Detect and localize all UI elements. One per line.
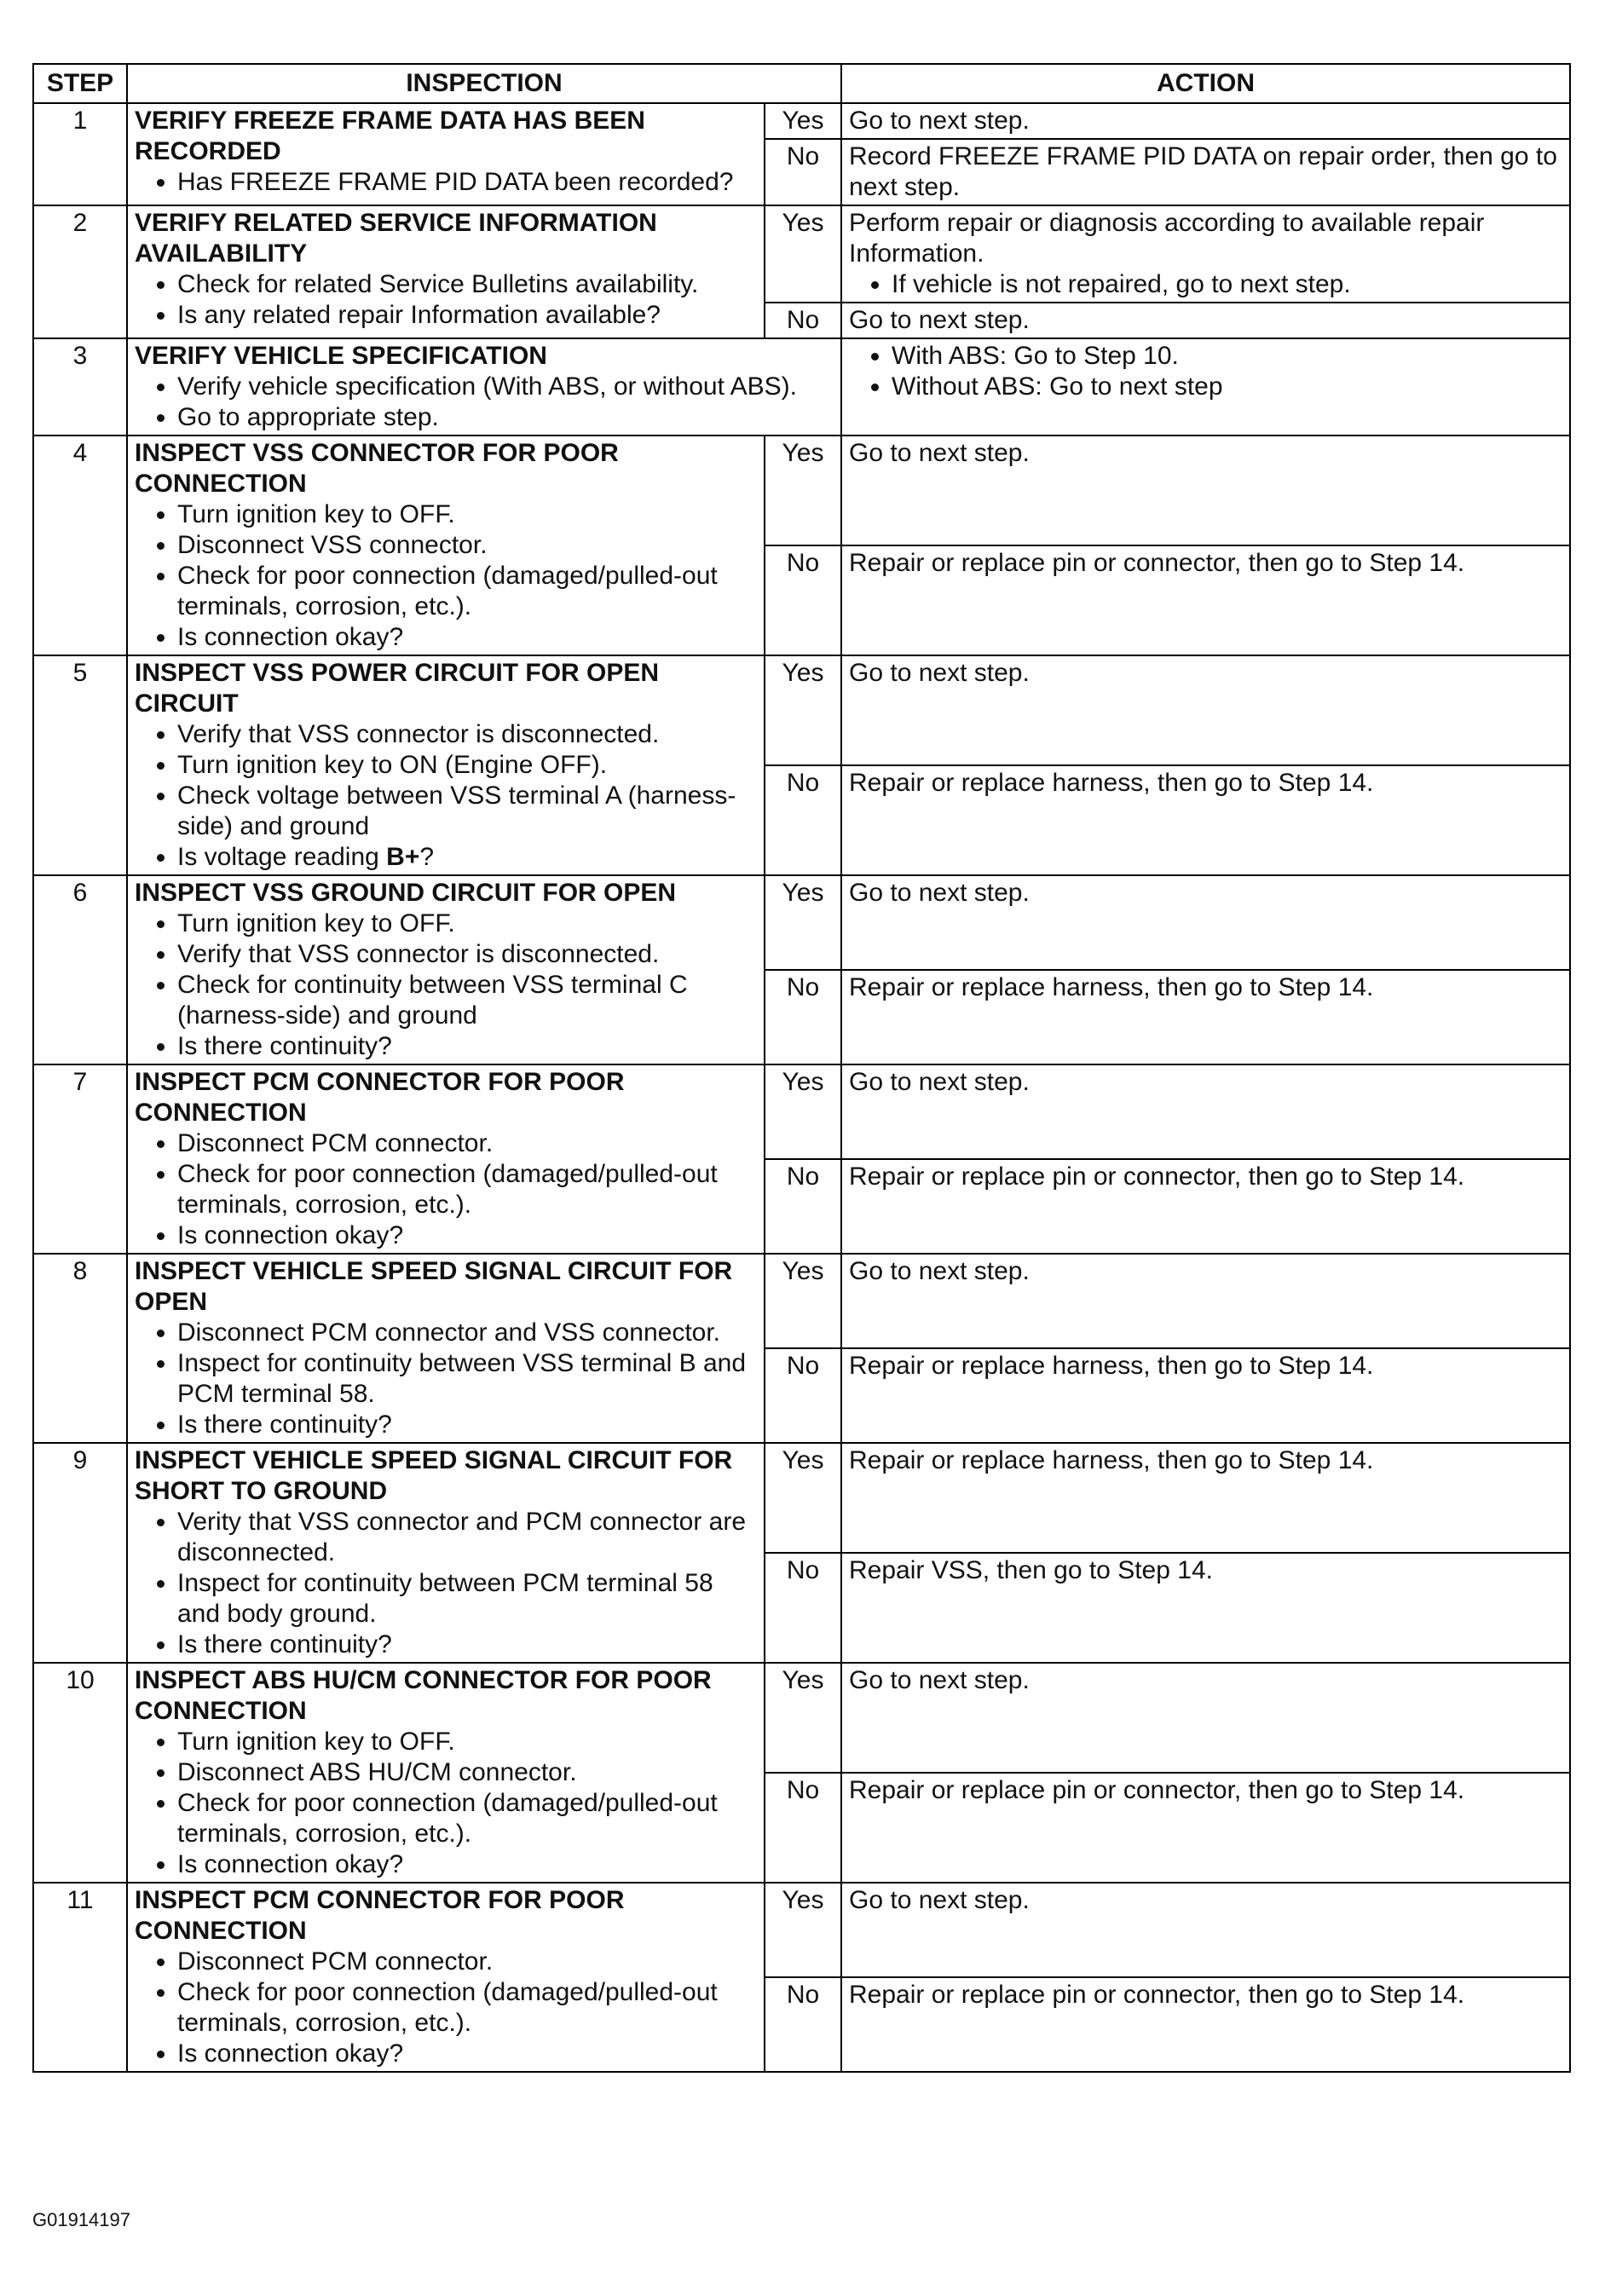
response-label: Yes	[765, 1064, 841, 1159]
inspection-bullet: • Check for poor connection (damaged/pulled-out terminals, corrosion, etc.).	[177, 1159, 757, 1220]
response-label: Yes	[765, 205, 841, 303]
inspection-bullet: • Inspect for continuity between PCM terminal 58 and body ground.	[177, 1568, 757, 1630]
action-text: Repair VSS, then go to Step 14.	[849, 1556, 1213, 1584]
action-cell	[841, 1348, 1570, 1443]
action-cell	[841, 436, 1570, 545]
response-label: No	[765, 303, 841, 338]
inspection-cell	[127, 205, 765, 338]
step-number: 5	[33, 655, 127, 875]
action-text: Repair or replace harness, then go to Step 14.	[849, 1352, 1374, 1380]
inspection-title: INSPECT PCM CONNECTOR FOR POOR CONNECTION	[135, 1886, 625, 1945]
table-body	[33, 103, 1570, 2072]
step-number: 4	[33, 436, 127, 655]
table-row	[33, 436, 1570, 545]
inspection-cell	[127, 1064, 765, 1254]
response-label: No	[765, 1773, 841, 1883]
inspection-cell	[127, 436, 765, 655]
inspection-bullet: • Is any related repair Information available?	[177, 300, 757, 331]
inspection-title: VERIFY FREEZE FRAME DATA HAS BEEN RECORDED	[135, 107, 645, 165]
step-number: 7	[33, 1064, 127, 1254]
action-cell	[841, 765, 1570, 875]
inspection-title: INSPECT VEHICLE SPEED SIGNAL CIRCUIT FOR SHORT TO GROUND	[135, 1446, 733, 1505]
table-row	[33, 875, 1570, 970]
table-row	[33, 1883, 1570, 1977]
action-cell	[841, 970, 1570, 1064]
inspection-bullet: • Disconnect PCM connector.	[177, 1128, 757, 1159]
inspection-bullet: • Turn ignition key to OFF.	[177, 909, 757, 939]
inspection-cell	[127, 1663, 765, 1883]
inspection-bullets	[135, 719, 757, 873]
table-row	[33, 1443, 1570, 1553]
inspection-bullet: • Is there continuity?	[177, 1031, 757, 1062]
action-cell	[841, 1159, 1570, 1254]
inspection-header: INSPECTION	[127, 64, 841, 103]
action-cell	[841, 103, 1570, 139]
inspection-bullet: • Disconnect PCM connector.	[177, 1947, 757, 1977]
inspection-title: INSPECT VSS GROUND CIRCUIT FOR OPEN	[135, 879, 677, 907]
action-cell	[841, 655, 1570, 765]
action-text: Go to next step.	[849, 107, 1030, 135]
inspection-bullet: • Check for continuity between VSS terminal C (harness-side) and ground	[177, 970, 757, 1031]
inspection-bullet: • Check for poor connection (damaged/pulled-out terminals, corrosion, etc.).	[177, 561, 757, 622]
inspection-bullet: • Turn ignition key to OFF.	[177, 499, 757, 530]
inspection-title: INSPECT ABS HU/CM CONNECTOR FOR POOR CONNECTION	[135, 1666, 712, 1725]
action-text: Repair or replace pin or connector, then go to Step 14.	[849, 1776, 1465, 1804]
inspection-bullet: • Turn ignition key to OFF.	[177, 1727, 757, 1757]
inspection-bullets	[135, 1727, 757, 1880]
response-label: No	[765, 970, 841, 1064]
inspection-bullet: • Check for poor connection (damaged/pulled-out terminals, corrosion, etc.).	[177, 1977, 757, 2039]
table-row	[33, 338, 1570, 436]
step-number: 2	[33, 205, 127, 338]
action-bullet: • If vehicle is not repaired, go to next step.	[892, 269, 1562, 300]
inspection-bullet: • Verify vehicle specification (With ABS, or without ABS).	[177, 372, 834, 402]
action-text: Go to next step.	[849, 439, 1030, 467]
response-label: Yes	[765, 1443, 841, 1553]
inspection-bullet: • Go to appropriate step.	[177, 402, 834, 433]
action-text: Go to next step.	[849, 659, 1030, 687]
response-label: Yes	[765, 875, 841, 970]
action-text: Go to next step.	[849, 306, 1030, 334]
action-text: Go to next step.	[849, 879, 1030, 907]
response-label: No	[765, 765, 841, 875]
action-text: Record FREEZE FRAME PID DATA on repair order, then go to next step.	[849, 142, 1557, 201]
step-number: 8	[33, 1254, 127, 1443]
table-row	[33, 103, 1570, 139]
inspection-bullets	[135, 1947, 757, 2069]
voltage-value: B+	[386, 843, 420, 871]
inspection-bullets	[135, 167, 757, 198]
inspection-bullets	[135, 1318, 757, 1440]
step-number: 11	[33, 1883, 127, 2072]
inspection-title: INSPECT VSS CONNECTOR FOR POOR CONNECTION	[135, 439, 619, 498]
inspection-title: INSPECT VEHICLE SPEED SIGNAL CIRCUIT FOR OPEN	[135, 1257, 733, 1316]
figure-code: G01914197	[32, 2209, 130, 2230]
action-cell	[841, 205, 1570, 303]
inspection-bullet: • Check for related Service Bulletins availability.	[177, 269, 757, 300]
table-row	[33, 1064, 1570, 1159]
inspection-title: VERIFY RELATED SERVICE INFORMATION AVAILABILITY	[135, 209, 657, 268]
response-label: Yes	[765, 436, 841, 545]
response-label: No	[765, 1348, 841, 1443]
inspection-bullets	[135, 269, 757, 331]
action-text: Go to next step.	[849, 1068, 1030, 1096]
action-cell	[841, 139, 1570, 205]
action-text: Repair or replace harness, then go to Step 14.	[849, 1446, 1374, 1474]
inspection-bullet: • Is connection okay?	[177, 2039, 757, 2069]
action-text: Go to next step.	[849, 1666, 1030, 1694]
diagnostic-table	[32, 63, 1571, 2073]
inspection-bullet: • Turn ignition key to ON (Engine OFF).	[177, 750, 757, 781]
step-number: 1	[33, 103, 127, 205]
inspection-bullet: • Check for poor connection (damaged/pulled-out terminals, corrosion, etc.).	[177, 1788, 757, 1849]
inspection-bullet: • Disconnect ABS HU/CM connector.	[177, 1757, 757, 1788]
inspection-cell	[127, 875, 765, 1064]
action-bullets	[849, 341, 1562, 402]
inspection-bullet: • Is there continuity?	[177, 1410, 757, 1440]
inspection-cell	[127, 103, 765, 205]
inspection-title: INSPECT VSS POWER CIRCUIT FOR OPEN CIRCUIT	[135, 659, 660, 718]
inspection-bullets	[135, 499, 757, 653]
inspection-bullet: • Disconnect VSS connector.	[177, 530, 757, 561]
action-cell	[841, 1773, 1570, 1883]
inspection-bullet: • Verity that VSS connector and PCM connector are disconnected.	[177, 1507, 757, 1568]
step-number: 9	[33, 1443, 127, 1663]
action-text: Repair or replace pin or connector, then go to Step 14.	[849, 1162, 1465, 1191]
action-cell	[841, 1663, 1570, 1773]
inspection-cell	[127, 338, 841, 436]
step-number: 6	[33, 875, 127, 1064]
inspection-bullets	[135, 909, 757, 1062]
response-label: Yes	[765, 1883, 841, 1977]
response-label: No	[765, 139, 841, 205]
response-label: Yes	[765, 103, 841, 139]
response-label: Yes	[765, 1254, 841, 1348]
action-bullets	[849, 269, 1562, 300]
action-cell	[841, 1064, 1570, 1159]
inspection-bullet: • Inspect for continuity between VSS terminal B and PCM terminal 58.	[177, 1348, 757, 1410]
action-cell	[841, 1254, 1570, 1348]
inspection-bullets	[135, 1507, 757, 1660]
action-bullet: • With ABS: Go to Step 10.	[892, 341, 1562, 372]
action-cell	[841, 545, 1570, 655]
action-text: Perform repair or diagnosis according to available repair Information.	[849, 209, 1485, 268]
inspection-title: VERIFY VEHICLE SPECIFICATION	[135, 342, 547, 370]
inspection-bullet: • Is connection okay?	[177, 1220, 757, 1251]
action-text: Repair or replace pin or connector, then go to Step 14.	[849, 549, 1465, 577]
inspection-cell	[127, 655, 765, 875]
action-cell	[841, 1443, 1570, 1553]
action-text: Go to next step.	[849, 1886, 1030, 1914]
inspection-bullet: • Is voltage reading B+?	[177, 842, 757, 873]
inspection-bullet: • Check voltage between VSS terminal A (harness-side) and ground	[177, 781, 757, 842]
inspection-bullet: • Is there continuity?	[177, 1630, 757, 1660]
inspection-bullet: • Disconnect PCM connector and VSS connector.	[177, 1318, 757, 1348]
inspection-bullet: • Verify that VSS connector is disconnected.	[177, 719, 757, 750]
action-cell	[841, 1883, 1570, 1977]
inspection-cell	[127, 1443, 765, 1663]
action-text: Repair or replace harness, then go to Step 14.	[849, 973, 1374, 1001]
inspection-bullet: • Has FREEZE FRAME PID DATA been recorded?	[177, 167, 757, 198]
response-label: No	[765, 545, 841, 655]
response-label: No	[765, 1159, 841, 1254]
inspection-bullet: • Is connection okay?	[177, 622, 757, 653]
action-cell	[841, 875, 1570, 970]
table-row	[33, 205, 1570, 303]
action-cell	[841, 1977, 1570, 2072]
action-text: Repair or replace harness, then go to Step 14.	[849, 769, 1374, 797]
action-header: ACTION	[841, 64, 1570, 103]
step-number: 3	[33, 338, 127, 436]
inspection-title: INSPECT PCM CONNECTOR FOR POOR CONNECTION	[135, 1068, 625, 1127]
diagnostic-sheet	[32, 63, 1569, 2073]
table-row	[33, 1663, 1570, 1773]
inspection-cell	[127, 1254, 765, 1443]
action-text: Repair or replace pin or connector, then go to Step 14.	[849, 1981, 1465, 2009]
action-cell	[841, 338, 1570, 436]
table-row	[33, 655, 1570, 765]
response-label: Yes	[765, 1663, 841, 1773]
response-label: No	[765, 1977, 841, 2072]
response-label: Yes	[765, 655, 841, 765]
inspection-bullets	[135, 372, 834, 433]
action-cell	[841, 1553, 1570, 1663]
inspection-cell	[127, 1883, 765, 2072]
action-text: Go to next step.	[849, 1257, 1030, 1285]
action-bullet: • Without ABS: Go to next step	[892, 372, 1562, 402]
inspection-bullet: • Is connection okay?	[177, 1849, 757, 1880]
header-row	[33, 64, 1570, 103]
step-number: 10	[33, 1663, 127, 1883]
inspection-bullet: • Verify that VSS connector is disconnected.	[177, 939, 757, 970]
table-row	[33, 1254, 1570, 1348]
response-label: No	[765, 1553, 841, 1663]
inspection-bullets	[135, 1128, 757, 1251]
action-cell	[841, 303, 1570, 338]
step-header: STEP	[33, 64, 127, 103]
